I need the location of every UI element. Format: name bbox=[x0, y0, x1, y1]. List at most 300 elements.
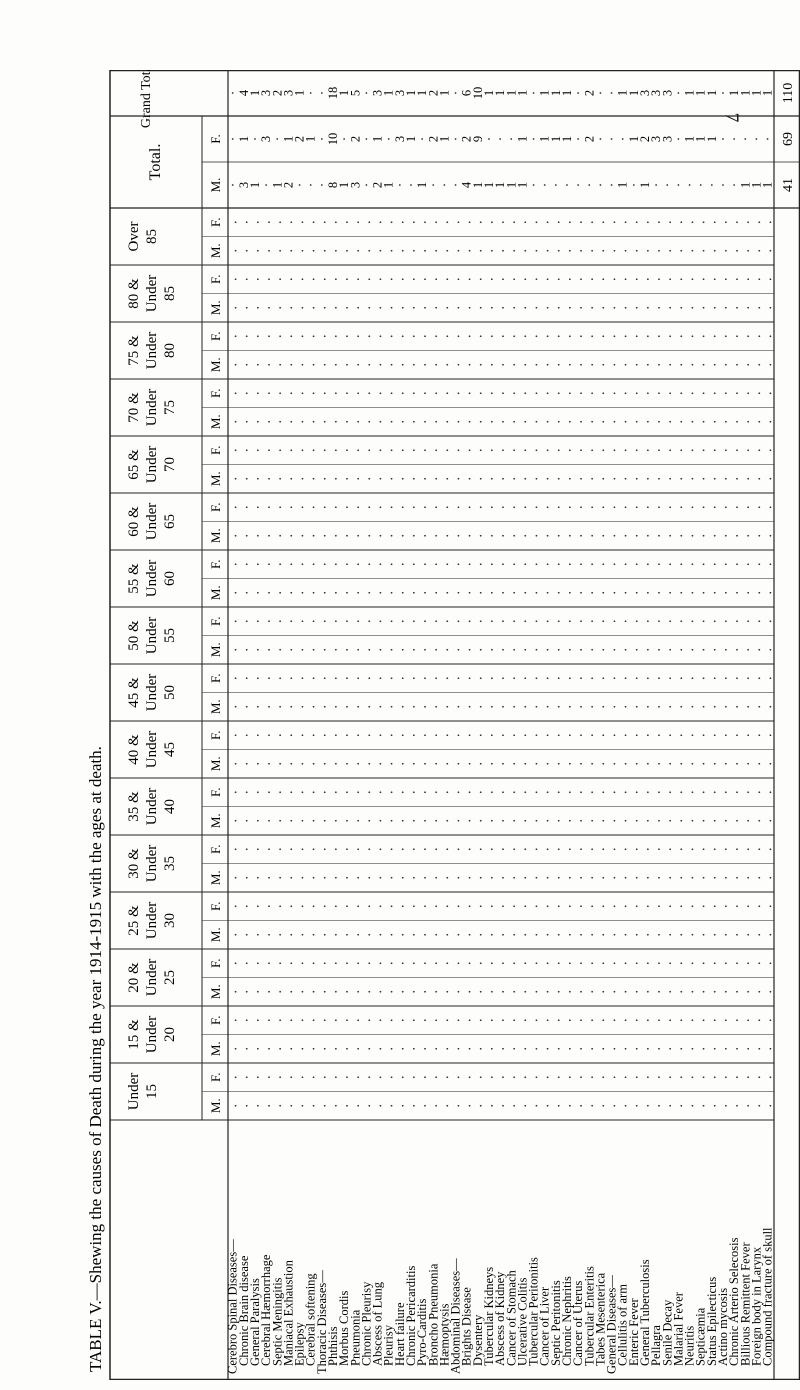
dot-leader bbox=[424, 1019, 426, 1021]
dot-leader bbox=[435, 934, 437, 936]
dot-leader bbox=[658, 307, 660, 309]
age-group-header-line: 25 & bbox=[126, 905, 142, 936]
dot-leader bbox=[513, 877, 515, 879]
dot-leader bbox=[547, 649, 549, 651]
dot-leader bbox=[469, 592, 471, 594]
dot-leader bbox=[391, 734, 393, 736]
age-group-header bbox=[126, 617, 178, 655]
dot-leader bbox=[770, 991, 772, 993]
dot-leader bbox=[680, 250, 682, 252]
dot-leader bbox=[302, 991, 304, 993]
age-group-header bbox=[126, 560, 178, 598]
dot-leader bbox=[636, 221, 638, 223]
dot-leader bbox=[547, 278, 549, 280]
dot-leader bbox=[357, 791, 359, 793]
dot-leader bbox=[600, 92, 602, 94]
dot-leader bbox=[324, 364, 326, 366]
dot-leader bbox=[770, 535, 772, 537]
dot-leader bbox=[391, 877, 393, 879]
dot-leader bbox=[625, 592, 627, 594]
age-group-header bbox=[126, 674, 178, 712]
dot-leader bbox=[536, 763, 538, 765]
dot-leader bbox=[368, 421, 370, 423]
sex-header: M. bbox=[208, 243, 223, 259]
dot-leader bbox=[636, 592, 638, 594]
dot-leader bbox=[413, 848, 415, 850]
dot-leader bbox=[569, 506, 571, 508]
dot-leader bbox=[547, 392, 549, 394]
age-group-header bbox=[126, 222, 160, 252]
dot-leader bbox=[758, 392, 760, 394]
cause-label: Tubercular Kidneys bbox=[481, 1266, 496, 1366]
age-group-header-line: 55 & bbox=[126, 563, 142, 594]
dot-leader bbox=[391, 1105, 393, 1107]
dot-leader bbox=[736, 449, 738, 451]
dot-leader bbox=[647, 649, 649, 651]
dot-leader bbox=[257, 991, 259, 993]
dot-leader bbox=[391, 620, 393, 622]
dot-leader bbox=[335, 535, 337, 537]
dot-leader bbox=[602, 734, 604, 736]
dot-leader bbox=[279, 677, 281, 679]
dot-leader bbox=[413, 392, 415, 394]
dot-leader bbox=[235, 392, 237, 394]
dot-leader bbox=[658, 221, 660, 223]
dot-leader bbox=[380, 1048, 382, 1050]
dot-leader bbox=[391, 449, 393, 451]
dot-leader bbox=[302, 962, 304, 964]
dot-leader bbox=[268, 620, 270, 622]
dot-leader bbox=[313, 1048, 315, 1050]
dot-leader bbox=[736, 421, 738, 423]
dot-leader bbox=[335, 877, 337, 879]
dot-leader bbox=[302, 1048, 304, 1050]
dot-leader bbox=[625, 1048, 627, 1050]
dot-leader bbox=[580, 335, 582, 337]
dot-leader bbox=[402, 392, 404, 394]
dot-leader bbox=[580, 848, 582, 850]
dot-leader bbox=[268, 307, 270, 309]
dot-leader bbox=[547, 991, 549, 993]
dot-leader bbox=[536, 905, 538, 907]
dot-leader bbox=[324, 991, 326, 993]
dot-leader bbox=[680, 221, 682, 223]
cause-label: Tubercular Peritonitis bbox=[526, 1257, 541, 1366]
dot-leader bbox=[636, 1019, 638, 1021]
dot-leader bbox=[491, 335, 493, 337]
dot-leader bbox=[591, 991, 593, 993]
dot-leader bbox=[602, 1048, 604, 1050]
dot-leader bbox=[313, 221, 315, 223]
dot-leader bbox=[357, 763, 359, 765]
dot-leader bbox=[725, 592, 727, 594]
sex-header: M. bbox=[208, 414, 223, 430]
dot-leader bbox=[413, 421, 415, 423]
dot-leader bbox=[714, 649, 716, 651]
dot-leader bbox=[625, 250, 627, 252]
dot-leader bbox=[368, 1076, 370, 1078]
dot-leader bbox=[324, 934, 326, 936]
dot-leader bbox=[279, 991, 281, 993]
dot-leader bbox=[368, 478, 370, 480]
dot-leader bbox=[580, 620, 582, 622]
dot-leader bbox=[747, 677, 749, 679]
dot-leader bbox=[703, 478, 705, 480]
dot-leader bbox=[335, 278, 337, 280]
dot-leader bbox=[692, 1019, 694, 1021]
dot-leader bbox=[669, 791, 671, 793]
total-cell: 1 bbox=[247, 181, 262, 189]
age-group-header-line: 85 bbox=[162, 286, 178, 301]
dot-leader bbox=[678, 92, 680, 94]
dot-leader bbox=[714, 250, 716, 252]
dot-leader bbox=[747, 221, 749, 223]
sex-header: M. bbox=[208, 756, 223, 772]
dot-leader bbox=[647, 1076, 649, 1078]
dot-leader bbox=[513, 592, 515, 594]
dot-leader bbox=[335, 706, 337, 708]
dot-leader bbox=[391, 421, 393, 423]
dot-leader bbox=[257, 791, 259, 793]
dot-leader bbox=[335, 421, 337, 423]
dot-leader bbox=[279, 820, 281, 822]
dot-leader bbox=[502, 905, 504, 907]
dot-leader bbox=[703, 506, 705, 508]
dot-leader bbox=[502, 991, 504, 993]
dot-leader bbox=[343, 138, 345, 140]
dot-leader bbox=[480, 791, 482, 793]
dot-leader bbox=[235, 905, 237, 907]
dot-leader bbox=[680, 962, 682, 964]
dot-leader bbox=[458, 1048, 460, 1050]
dot-leader bbox=[302, 620, 304, 622]
dot-leader bbox=[758, 563, 760, 565]
dot-leader bbox=[725, 962, 727, 964]
dot-leader bbox=[480, 221, 482, 223]
dot-leader bbox=[647, 278, 649, 280]
dot-leader bbox=[714, 820, 716, 822]
dot-leader bbox=[647, 1048, 649, 1050]
dot-leader bbox=[413, 677, 415, 679]
dot-leader bbox=[458, 877, 460, 879]
dot-leader bbox=[513, 307, 515, 309]
dot-leader bbox=[257, 877, 259, 879]
dot-leader bbox=[580, 649, 582, 651]
dot-leader bbox=[591, 677, 593, 679]
dot-leader bbox=[346, 962, 348, 964]
dot-leader bbox=[647, 563, 649, 565]
cause-label: Chronic Pleurisy bbox=[359, 1281, 374, 1366]
dot-leader bbox=[636, 763, 638, 765]
total-cell: 1 bbox=[493, 181, 508, 189]
dot-leader bbox=[480, 1105, 482, 1107]
dot-leader bbox=[602, 335, 604, 337]
dot-leader bbox=[714, 1048, 716, 1050]
dot-leader bbox=[324, 848, 326, 850]
dot-leader bbox=[391, 563, 393, 565]
dot-leader bbox=[569, 820, 571, 822]
dot-leader bbox=[680, 677, 682, 679]
dot-leader bbox=[268, 877, 270, 879]
dot-leader bbox=[580, 535, 582, 537]
dot-leader bbox=[246, 991, 248, 993]
dot-leader bbox=[636, 506, 638, 508]
dot-leader bbox=[368, 1019, 370, 1021]
dot-leader bbox=[536, 791, 538, 793]
dot-leader bbox=[424, 478, 426, 480]
dot-leader bbox=[458, 421, 460, 423]
dot-leader bbox=[580, 677, 582, 679]
dot-leader bbox=[513, 848, 515, 850]
dot-leader bbox=[725, 278, 727, 280]
dot-leader bbox=[602, 221, 604, 223]
dot-leader bbox=[714, 905, 716, 907]
dot-leader bbox=[480, 364, 482, 366]
dot-leader bbox=[725, 763, 727, 765]
dot-leader bbox=[533, 184, 535, 186]
dot-leader bbox=[402, 1048, 404, 1050]
dot-leader bbox=[714, 421, 716, 423]
dot-leader bbox=[469, 791, 471, 793]
dot-leader bbox=[547, 563, 549, 565]
dot-leader bbox=[602, 620, 604, 622]
dot-leader bbox=[669, 734, 671, 736]
dot-leader bbox=[703, 934, 705, 936]
dot-leader bbox=[268, 1105, 270, 1107]
age-group-header bbox=[126, 503, 178, 541]
dot-leader bbox=[380, 620, 382, 622]
dot-leader bbox=[413, 763, 415, 765]
dot-leader bbox=[380, 364, 382, 366]
dot-leader bbox=[669, 364, 671, 366]
dot-leader bbox=[714, 364, 716, 366]
dot-leader bbox=[435, 421, 437, 423]
dot-leader bbox=[276, 138, 278, 140]
dot-leader bbox=[636, 278, 638, 280]
dot-leader bbox=[502, 1019, 504, 1021]
dot-leader bbox=[313, 905, 315, 907]
age-group-header-line: 60 & bbox=[126, 506, 142, 537]
dot-leader bbox=[669, 763, 671, 765]
dot-leader bbox=[435, 392, 437, 394]
dot-leader bbox=[714, 535, 716, 537]
dot-leader bbox=[758, 905, 760, 907]
dot-leader bbox=[669, 1105, 671, 1107]
dot-leader bbox=[446, 620, 448, 622]
sex-header: F. bbox=[208, 901, 223, 911]
dot-leader bbox=[502, 1105, 504, 1107]
dot-leader bbox=[758, 592, 760, 594]
dot-leader bbox=[268, 991, 270, 993]
total-cell: 1 bbox=[337, 181, 352, 189]
dot-leader bbox=[725, 1076, 727, 1078]
dot-leader bbox=[480, 677, 482, 679]
dot-leader bbox=[402, 1019, 404, 1021]
dot-leader bbox=[458, 991, 460, 993]
dot-leader bbox=[346, 763, 348, 765]
dot-leader bbox=[736, 1105, 738, 1107]
dot-leader bbox=[368, 278, 370, 280]
dot-leader bbox=[680, 848, 682, 850]
dot-leader bbox=[268, 364, 270, 366]
dot-leader bbox=[290, 1019, 292, 1021]
dot-leader bbox=[480, 706, 482, 708]
dot-leader bbox=[692, 962, 694, 964]
dot-leader bbox=[692, 677, 694, 679]
dot-leader bbox=[324, 478, 326, 480]
dot-leader bbox=[502, 734, 504, 736]
dot-leader bbox=[324, 1019, 326, 1021]
dot-leader bbox=[569, 421, 571, 423]
dot-leader bbox=[402, 962, 404, 964]
dot-leader bbox=[524, 962, 526, 964]
dot-leader bbox=[602, 535, 604, 537]
dot-leader bbox=[547, 421, 549, 423]
dot-leader bbox=[380, 763, 382, 765]
dot-leader bbox=[636, 649, 638, 651]
dot-leader bbox=[435, 905, 437, 907]
total-cell: 3 bbox=[348, 181, 363, 189]
dot-leader bbox=[480, 763, 482, 765]
dot-leader bbox=[733, 184, 735, 186]
dot-leader bbox=[446, 1076, 448, 1078]
dot-leader bbox=[758, 991, 760, 993]
dot-leader bbox=[357, 535, 359, 537]
dot-leader bbox=[747, 820, 749, 822]
sex-header: M. bbox=[208, 642, 223, 658]
dot-leader bbox=[736, 307, 738, 309]
dot-leader bbox=[625, 962, 627, 964]
dot-leader bbox=[647, 905, 649, 907]
dot-leader bbox=[547, 535, 549, 537]
dot-leader bbox=[747, 1048, 749, 1050]
total-cell: 2 bbox=[370, 181, 385, 189]
dot-leader bbox=[680, 478, 682, 480]
dot-leader bbox=[257, 677, 259, 679]
dot-leader bbox=[279, 620, 281, 622]
dot-leader bbox=[770, 364, 772, 366]
dot-leader bbox=[491, 563, 493, 565]
dot-leader bbox=[611, 138, 613, 140]
dot-leader bbox=[725, 1048, 727, 1050]
dot-leader bbox=[268, 563, 270, 565]
total-cell: 1 bbox=[515, 89, 530, 97]
dot-leader bbox=[313, 620, 315, 622]
dot-leader bbox=[424, 734, 426, 736]
dot-leader bbox=[368, 848, 370, 850]
dot-leader bbox=[591, 278, 593, 280]
age-group-header-line: 15 bbox=[144, 1084, 160, 1099]
dot-leader bbox=[703, 791, 705, 793]
dot-leader bbox=[658, 706, 660, 708]
dot-leader bbox=[268, 905, 270, 907]
dot-leader bbox=[633, 184, 635, 186]
dot-leader bbox=[290, 421, 292, 423]
dot-leader bbox=[268, 1048, 270, 1050]
dot-leader bbox=[424, 221, 426, 223]
dot-leader bbox=[736, 620, 738, 622]
dot-leader bbox=[569, 877, 571, 879]
dot-leader bbox=[346, 307, 348, 309]
dot-leader bbox=[580, 592, 582, 594]
dot-leader bbox=[625, 1105, 627, 1107]
dot-leader bbox=[446, 307, 448, 309]
dot-leader bbox=[591, 962, 593, 964]
dot-leader bbox=[625, 335, 627, 337]
dot-leader bbox=[658, 1105, 660, 1107]
dot-leader bbox=[435, 506, 437, 508]
dot-leader bbox=[491, 364, 493, 366]
dot-leader bbox=[614, 1019, 616, 1021]
dot-leader bbox=[647, 592, 649, 594]
footer-grand-total: 110 bbox=[781, 82, 796, 104]
dot-leader bbox=[736, 905, 738, 907]
dot-leader bbox=[469, 506, 471, 508]
dot-leader bbox=[335, 962, 337, 964]
dot-leader bbox=[455, 138, 457, 140]
dot-leader bbox=[770, 962, 772, 964]
dot-leader bbox=[435, 706, 437, 708]
dot-leader bbox=[524, 677, 526, 679]
dot-leader bbox=[279, 1048, 281, 1050]
dot-leader bbox=[747, 278, 749, 280]
dot-leader bbox=[602, 905, 604, 907]
dot-leader bbox=[770, 791, 772, 793]
sex-header: M. bbox=[208, 357, 223, 373]
dot-leader bbox=[380, 563, 382, 565]
dot-leader bbox=[391, 278, 393, 280]
dot-leader bbox=[458, 307, 460, 309]
dot-leader bbox=[580, 1019, 582, 1021]
dot-leader bbox=[257, 592, 259, 594]
total-cell: 1 bbox=[370, 135, 385, 143]
age-group-header-line: Under bbox=[144, 844, 160, 883]
dot-leader bbox=[558, 307, 560, 309]
dot-leader bbox=[257, 734, 259, 736]
dot-leader bbox=[558, 335, 560, 337]
dot-leader bbox=[246, 763, 248, 765]
dot-leader bbox=[458, 848, 460, 850]
dot-leader bbox=[346, 278, 348, 280]
dot-leader bbox=[513, 706, 515, 708]
dot-leader bbox=[680, 991, 682, 993]
dot-leader bbox=[602, 820, 604, 822]
dot-leader bbox=[703, 1048, 705, 1050]
dot-leader bbox=[770, 934, 772, 936]
age-group-header-line: Under bbox=[144, 730, 160, 769]
dot-leader bbox=[324, 221, 326, 223]
dot-leader bbox=[279, 934, 281, 936]
cause-label: Morbus Cordis bbox=[337, 1290, 352, 1366]
dot-leader bbox=[747, 791, 749, 793]
dot-leader bbox=[547, 506, 549, 508]
age-group-header-line: 30 & bbox=[126, 848, 142, 879]
dot-leader bbox=[591, 421, 593, 423]
total-cell: 1 bbox=[626, 135, 641, 143]
dot-leader bbox=[580, 449, 582, 451]
dot-leader bbox=[758, 478, 760, 480]
dot-leader bbox=[458, 763, 460, 765]
age-group-header-line: Under bbox=[144, 787, 160, 826]
dot-leader bbox=[313, 364, 315, 366]
dot-leader bbox=[257, 506, 259, 508]
dot-leader bbox=[279, 848, 281, 850]
dot-leader bbox=[321, 92, 323, 94]
dot-leader bbox=[513, 421, 515, 423]
age-group-header bbox=[126, 902, 178, 940]
dot-leader bbox=[614, 421, 616, 423]
dot-leader bbox=[680, 934, 682, 936]
